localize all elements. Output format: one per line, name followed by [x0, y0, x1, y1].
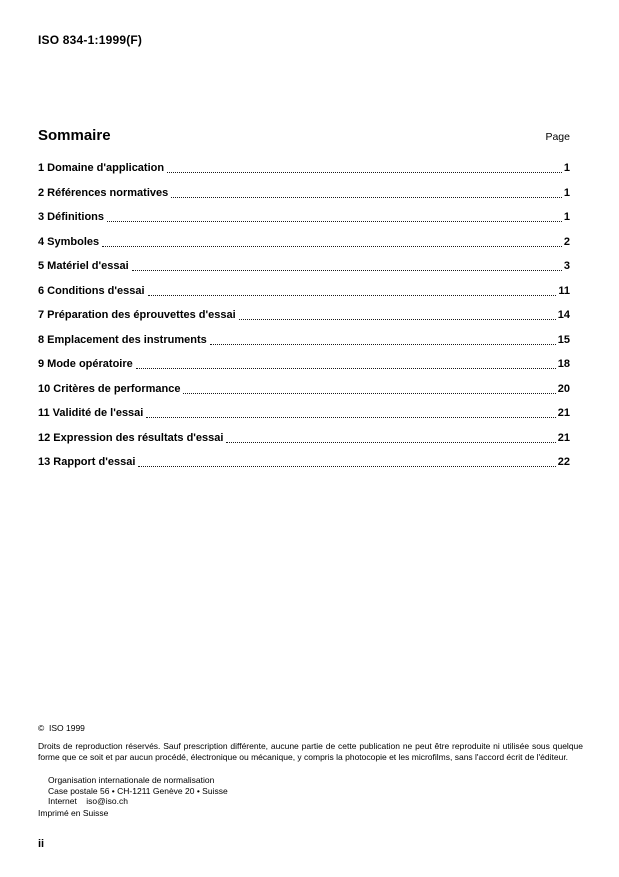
toc-entry-label: 13 Rapport d'essai [38, 456, 136, 468]
toc-entry-page: 20 [557, 382, 570, 395]
toc-entry [38, 334, 570, 347]
toc-leader-dots [167, 172, 562, 173]
toc-entry-label: 10 Critères de performance [38, 382, 181, 395]
toc-entry-label: 1 Domaine d'application [38, 162, 165, 174]
toc-title: Sommaire [38, 127, 111, 144]
toc-page-column-label: Page [545, 131, 570, 143]
toc-entry-label: 6 Conditions d'essai [38, 284, 145, 297]
toc-entry-page: 22 [557, 456, 570, 468]
toc-entry-page: 1 [563, 211, 570, 223]
toc-entry-label: 3 Définitions [38, 211, 105, 223]
publisher-name: Organisation internationale de normalisation [48, 775, 215, 785]
table-of-contents [38, 127, 570, 481]
page-number: ii [38, 838, 45, 850]
toc-leader-dots [183, 393, 555, 394]
toc-entry-label: 11 Validité de l'essai [38, 407, 144, 419]
toc-leader-dots [239, 319, 556, 320]
toc-entry-page: 15 [557, 333, 570, 346]
toc-entry [38, 260, 570, 273]
printed-in-notice: Imprimé en Suisse [38, 808, 109, 818]
toc-leader-dots [102, 246, 562, 247]
publisher-internet-contact: Internet iso@iso.ch [48, 796, 128, 806]
toc-entry [38, 358, 570, 371]
reproduction-rights-text: Droits de reproduction réservés. Sauf prescription différente, aucune partie de cette publication ne peut être reproduite ni utilisée sous quelque forme que ce soit et par aucun procédé, électronique ou mécanique, y compris la photocopie et les microfilms, sans l'accord écrit de l'éditeur. [38, 741, 583, 762]
toc-leader-dots [210, 344, 556, 345]
toc-entry-label: 9 Mode opératoire [38, 358, 133, 370]
toc-entry [38, 187, 570, 200]
toc-title-row [38, 127, 570, 144]
toc-entry-page: 1 [563, 162, 570, 174]
toc-leader-dots [107, 221, 562, 222]
toc-entry [38, 432, 570, 445]
toc-leader-dots [226, 442, 555, 443]
toc-entry [38, 162, 570, 175]
toc-entry [38, 407, 570, 420]
toc-leader-dots [138, 466, 555, 467]
toc-entry [38, 211, 570, 224]
toc-entry-label: 5 Matériel d'essai [38, 260, 129, 272]
toc-entry-page: 11 [558, 284, 570, 297]
toc-entry-label: 2 Références normatives [38, 186, 169, 199]
toc-entry-label: 7 Préparation des éprouvettes d'essai [38, 309, 236, 321]
toc-entry-page: 14 [557, 309, 570, 321]
toc-leader-dots [171, 197, 562, 198]
toc-entry-page: 21 [557, 407, 570, 419]
toc-entry [38, 383, 570, 396]
toc-leader-dots [132, 270, 562, 271]
toc-entry [38, 285, 570, 298]
copyright-notice: © ISO 1999 [38, 723, 85, 733]
toc-entry-label: 4 Symboles [38, 235, 100, 248]
toc-entry-label: 12 Expression des résultats d'essai [38, 431, 224, 444]
toc-entry-page: 3 [563, 260, 570, 272]
document-reference-header: ISO 834-1:1999(F) [38, 33, 143, 47]
toc-entry [38, 309, 570, 322]
publisher-address-block [48, 775, 228, 807]
toc-entry-page: 2 [563, 235, 570, 248]
toc-entry-page: 1 [563, 186, 570, 199]
toc-entry-label: 8 Emplacement des instruments [38, 333, 207, 346]
publisher-postal-address: Case postale 56 • CH-1211 Genève 20 • Suisse [48, 785, 228, 796]
toc-leader-dots [148, 295, 557, 296]
toc-entry [38, 456, 570, 469]
toc-entry-page: 21 [557, 431, 570, 444]
toc-entry-page: 18 [557, 358, 570, 370]
toc-entry [38, 236, 570, 249]
toc-leader-dots [146, 417, 555, 418]
toc-leader-dots [136, 368, 556, 369]
